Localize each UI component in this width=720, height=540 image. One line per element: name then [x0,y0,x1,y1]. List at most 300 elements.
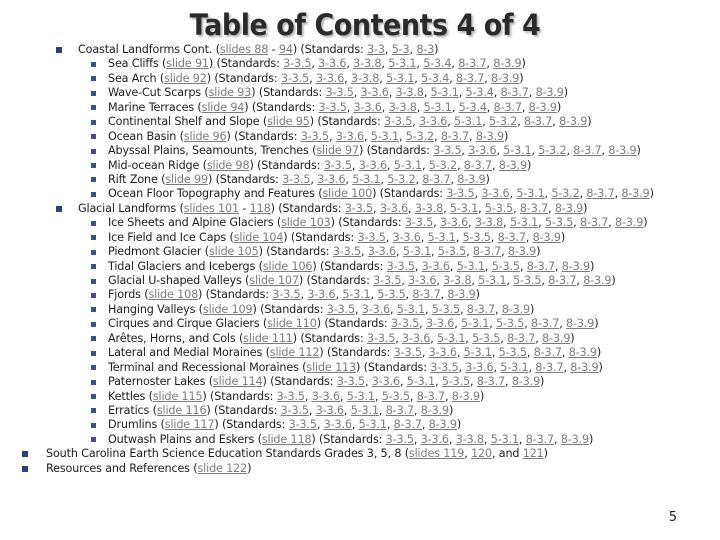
slide-link[interactable]: 5-3.2 [405,129,434,143]
slide-link[interactable]: 3-3 [367,43,385,56]
toc-text: , [526,346,534,360]
slide-link[interactable]: 8-3.7 [412,288,441,302]
slide-link[interactable]: 3-3.6 [318,57,347,71]
slide-link[interactable]: 3-3.6 [323,418,352,432]
slide-link[interactable]: 3-3.5 [288,418,317,432]
slide-link[interactable]: 3-3.6 [439,216,469,230]
toc-text: ) [570,331,575,345]
toc-text: , [505,375,512,389]
slide-link[interactable]: 8-3.7 [526,259,555,273]
slide-link[interactable]: slide 99 [165,172,208,186]
toc-text: , [518,432,526,446]
toc-item [0,418,720,432]
slide-link[interactable]: 3-3.8 [443,274,472,287]
toc-item-text [108,332,575,346]
slide-link[interactable]: 3-3.5 [336,375,365,389]
toc-text: , [471,274,479,287]
toc-text: Terminal and Recessional Moraines ( [108,360,307,374]
slide-link[interactable]: 3-3.6 [315,71,345,85]
slide-link[interactable]: 3-3.6 [367,245,397,259]
toc-text: ) [526,158,532,172]
slide-link[interactable]: slide 117 [164,418,215,432]
toc-text: ) [588,432,594,446]
slide-link[interactable]: 8-3.9 [498,158,527,172]
slide-link[interactable]: 3-3.5 [282,172,311,186]
slide-link[interactable]: 5-3.5 [498,346,527,360]
slide-link[interactable]: 3-3.5 [430,360,459,374]
slide-link[interactable]: 5-3.1 [430,86,459,100]
slide-link[interactable]: 3-3.8 [353,57,382,71]
toc-text: , [421,158,429,172]
slide-link[interactable]: slide 110 [267,317,317,331]
toc-text: , [451,100,459,114]
slide-link[interactable]: 5-3.5 [544,216,574,230]
slide-link[interactable]: 8-3.9 [608,144,637,158]
slide-link[interactable]: 3-3.5 [367,331,396,345]
toc-text: ) [456,418,462,432]
slide-link[interactable]: 3-3.6 [307,288,336,302]
slide-link[interactable]: 5-3.5 [437,245,467,259]
slide-link[interactable]: 5-3 [391,43,410,56]
slide-link[interactable]: 3-3.6 [358,158,387,172]
slide-link[interactable]: 5-3.5 [513,274,542,287]
slide-link[interactable]: 8-3.7 [463,158,492,172]
toc-text: , [458,86,466,100]
slide-link[interactable]: 3-3.6 [465,360,494,374]
slide-link[interactable]: 3-3.5 [385,432,414,446]
toc-item-text [108,404,453,418]
toc-item-text [78,202,587,216]
slide-link[interactable]: 5-3.2 [551,187,580,201]
slide-link[interactable]: 8-3.7 [573,144,602,158]
slide-link[interactable]: 3-3.5 [326,302,355,316]
slide-link[interactable]: 118 [249,201,271,215]
slide-link[interactable]: 8-3.9 [566,317,595,331]
slide-link[interactable]: 8-3.9 [475,129,505,143]
toc-text: , [447,115,455,129]
slide-link[interactable]: 3-3.5 [283,57,312,71]
slide-link[interactable]: 8-3.9 [428,418,457,432]
toc-text: , [531,144,539,158]
toc-text: ) [587,115,592,129]
slide-link[interactable]: 3-3.6 [408,274,437,287]
slide-link[interactable]: 3-3.8 [350,71,380,85]
slide-link[interactable]: 5-3.2 [387,172,416,186]
toc-text: , [399,375,407,389]
toc-item [0,202,720,216]
toc-text: Ocean Floor Topography and Features ( [108,187,323,201]
slide-link[interactable]: 3-3.6 [311,389,340,403]
slide-link[interactable]: 8-3.9 [457,172,486,186]
slide-link[interactable]: 8-3.7 [385,403,414,417]
bullet-icon [91,192,96,197]
toc-item-text [108,303,534,317]
slide-link[interactable]: 8-3.9 [532,230,561,244]
slide-link[interactable]: 5-3.1 [350,403,379,417]
slide-link[interactable]: 5-3.1 [393,158,422,172]
toc-text: , [469,129,476,143]
slide-link[interactable]: 5-3.5 [441,375,471,389]
slide-link[interactable]: 5-3.1 [478,274,507,287]
slide-link[interactable]: slide 113 [306,360,356,374]
slide-link[interactable]: 5-3.1 [386,71,415,85]
slide-link[interactable]: slide 96 [183,129,227,143]
slide-link[interactable]: 8-3.7 [493,100,522,114]
toc-text: , [454,317,461,331]
slide-link[interactable]: 5-3.1 [509,216,539,230]
slide-link[interactable]: 5-3.5 [462,230,491,244]
slide-link[interactable]: 5-3.1 [490,432,519,446]
toc-item-text [108,260,594,274]
slide-link[interactable]: slide 97 [316,144,359,158]
slide-link[interactable]: 8-3.9 [621,187,650,201]
slide-link[interactable]: 5-3.4 [458,100,487,114]
toc-text: ) [589,259,595,273]
slide-link[interactable]: 3-3.5 [318,100,347,114]
toc-text: , [449,71,457,85]
toc-item-text [108,231,565,245]
toc-text: , [421,346,429,360]
slide-link[interactable]: 8-3.7 [533,346,562,360]
slide-link[interactable]: 8-3.7 [579,216,609,230]
slide-link[interactable]: 5-3.2 [428,158,457,172]
slide-link[interactable]: 3-3.6 [402,331,431,345]
slide-link[interactable]: 121 [522,447,544,461]
slide-link[interactable]: 5-3.1 [370,129,399,143]
toc-text: , [344,71,351,85]
slide-link[interactable]: 8-3.9 [501,302,531,316]
toc-text: , [576,274,584,287]
slide-link[interactable]: 8-3.7 [519,201,549,215]
slide-link[interactable]: 5-3.4 [421,71,450,85]
slide-link[interactable]: 8-3.9 [570,360,599,374]
slide-link[interactable]: slide 106 [262,259,313,273]
slide-link[interactable]: 5-3.1 [358,418,387,432]
slide-link[interactable]: 3-3.6 [315,403,344,417]
toc-text: Cirques and Cirque Glaciers ( [108,317,268,331]
slide-link[interactable]: 3-3.5 [323,158,352,172]
slide-link[interactable]: 3-3.6 [419,115,448,129]
slide-link[interactable]: 3-3.6 [317,172,346,186]
toc-item [0,274,720,288]
slide-link[interactable]: 3-3.8 [455,432,484,446]
slide-link[interactable]: slide 118 [261,432,312,446]
bullet-icon [91,394,96,399]
bullet-icon [91,221,96,226]
toc-text: ) [543,447,548,461]
slide-link[interactable]: 5-3.1 [402,245,432,259]
bullet-icon [91,91,96,96]
toc-item [0,216,720,230]
toc-text: - [238,201,250,215]
slide-link[interactable]: 5-3.5 [491,259,520,273]
bullet-icon [91,134,96,139]
slide-link[interactable]: 5-3.2 [538,144,567,158]
slide-link[interactable]: 3-3.8 [414,201,444,215]
toc-text: , [466,245,473,259]
slide-link[interactable]: 8-3.9 [559,115,588,129]
toc-item-text [108,159,531,173]
slide-link[interactable]: 8-3.9 [511,375,541,389]
bullet-icon [91,62,96,67]
toc-text: , [389,302,397,316]
slide-link[interactable]: slide 103 [281,216,331,230]
slide-link[interactable]: 3-3.8 [388,100,417,114]
toc-text: , [535,331,543,345]
slide-link[interactable]: 3-3.6 [392,230,421,244]
slide-link[interactable]: 8-3.7 [524,115,553,129]
slide-link[interactable]: 120 [471,447,492,461]
toc-text: , [423,86,431,100]
slide-link[interactable]: 8-3.7 [416,389,445,403]
slide-link[interactable]: slide 122 [197,461,248,475]
slide-link[interactable]: 8-3.7 [531,317,560,331]
slide-link[interactable]: 5-3.1 [500,360,529,374]
slide-link[interactable]: 8-3.9 [507,245,537,259]
toc-text: Tidal Glaciers and Icebergs ( [108,259,263,273]
slide-link[interactable]: 8-3.9 [542,331,571,345]
toc-text: Drumlins ( [108,418,165,432]
slide-link[interactable]: slide 116 [156,403,207,417]
slide-link[interactable]: 8-3.7 [466,302,495,316]
toc-text: Sea Cliffs ( [108,57,167,71]
slide-link[interactable]: slide 107 [249,274,299,287]
slide-link[interactable]: slide 100 [322,187,373,201]
toc-text: , [374,389,382,403]
toc-text: , [483,432,491,446]
slide-link[interactable]: 8-3.9 [554,201,584,215]
slide-link[interactable]: 8-3.7 [393,418,422,432]
slide-link[interactable]: 5-3.1 [423,100,452,114]
slide-link[interactable]: 5-3.1 [427,230,456,244]
toc-item [0,231,720,245]
toc-item [0,433,720,447]
slide-link[interactable]: 8-3 [416,43,435,56]
slide-link[interactable]: 8-3.9 [491,71,520,85]
toc-item [0,43,720,57]
toc-text: , [493,360,501,374]
toc-item [0,115,720,129]
bullet-icon [91,322,96,327]
slide-link[interactable]: 8-3.9 [447,288,476,302]
slide-link[interactable]: 8-3.7 [458,57,487,71]
toc-text: , [378,403,386,417]
slide-link[interactable]: slide 115 [152,389,203,403]
slide-link[interactable]: 3-3.6 [481,187,510,201]
slide-link[interactable]: 3-3.6 [353,100,382,114]
slide-link[interactable]: 5-3.1 [454,115,483,129]
slide-link[interactable]: slide 109 [202,302,253,316]
slide-link[interactable]: 3-3.5 [344,201,374,215]
slide-link[interactable]: slide 91 [166,57,209,71]
slide-link[interactable]: 3-3.6 [428,346,457,360]
slide-link[interactable]: 3-3.5 [373,274,402,287]
toc-text: ) (Standards: [316,317,391,331]
slide-link[interactable]: slide 95 [267,115,310,129]
toc-item [0,288,720,302]
toc-text: , [500,331,508,345]
slide-link[interactable]: 8-3.9 [451,389,480,403]
slide-link[interactable]: 8-3.7 [500,86,529,100]
slide-link[interactable]: 5-3.1 [346,389,375,403]
toc-text: , [464,447,472,461]
toc-text: ) (Standards: [298,274,374,287]
slide-link[interactable]: slide 105 [208,245,259,259]
slide-link[interactable]: 3-3.5 [332,245,362,259]
slide-link[interactable]: 5-3.1 [342,288,371,302]
bullet-icon [91,120,96,125]
bullet-icon [56,47,62,53]
slide-link[interactable]: 5-3.2 [489,115,518,129]
slide-link[interactable]: 8-3.9 [493,57,522,71]
toc-text: , [414,71,422,85]
toc-item-text [108,101,561,115]
slide-link[interactable]: 8-3.7 [422,172,451,186]
toc-text: Resources and References ( [46,461,198,475]
slide-link[interactable]: 8-3.7 [548,274,577,287]
slide-link[interactable]: 5-3.1 [516,187,545,201]
slide-link[interactable]: 3-3.5 [386,259,415,273]
slide-link[interactable]: 8-3.9 [528,100,557,114]
slide-link[interactable]: 3-3.5 [390,317,420,331]
slide-link[interactable]: 3-3.6 [335,129,364,143]
slide-link[interactable]: slide 104 [233,230,284,244]
toc-item-text [46,462,251,476]
slide-link[interactable]: 3-3.6 [420,432,449,446]
slide-link[interactable]: 3-3.5 [300,129,329,143]
toc-text: ) [479,389,485,403]
slide-link[interactable]: slide 98 [206,158,250,172]
slide-link[interactable]: 5-3.5 [431,302,460,316]
slide-link[interactable]: 8-3.7 [586,187,615,201]
bullet-icon [91,293,96,298]
slide-link[interactable]: 8-3.9 [568,346,597,360]
slide-link[interactable]: 8-3.7 [472,245,502,259]
slide-link[interactable]: slide 93 [208,86,252,100]
slide-link[interactable]: 3-3.5 [383,115,413,129]
slide-link[interactable]: 3-3.5 [433,144,462,158]
slide-link[interactable]: 3-3.5 [446,187,475,201]
toc-text: - [268,43,279,56]
slide-link[interactable]: 5-3.4 [423,57,452,71]
slide-link[interactable]: 5-3.1 [449,201,479,215]
bullet-icon [91,163,96,168]
slide-link[interactable]: slide 108 [148,288,199,302]
toc-text: Erratics ( [108,403,157,417]
slide-link[interactable]: 8-3.9 [560,432,589,446]
slide-link[interactable]: 3-3.5 [325,86,354,100]
slide-link[interactable]: 8-3.7 [476,375,506,389]
slide-link[interactable]: 5-3.5 [377,288,406,302]
slide-link[interactable]: slide 114 [212,375,263,389]
slide-link[interactable]: 5-3.5 [381,389,410,403]
slide-link[interactable]: 3-3.8 [474,216,504,230]
slide-link[interactable]: 8-3.7 [525,432,554,446]
toc-text: , [436,274,444,287]
slide-link[interactable]: 3-3.5 [280,71,310,85]
slide-link[interactable]: 3-3.6 [360,86,389,100]
slide-link[interactable]: 3-3.6 [379,201,409,215]
slide-link[interactable]: 8-3.9 [615,216,644,230]
slide-link[interactable]: 5-3.1 [388,57,417,71]
slide-link[interactable]: 94 [278,43,293,56]
toc-item [0,404,720,418]
toc-text: , [561,346,569,360]
slide-link[interactable]: 5-3.5 [496,317,525,331]
slide-link[interactable]: slides 88 [219,43,269,56]
slide-link[interactable]: slides 119 [408,447,465,461]
toc-text: , [339,389,347,403]
slide-link[interactable]: slides 101 [183,201,239,215]
toc-text: , [509,187,517,201]
toc-text: ) (Standards: [258,245,333,259]
slide-link[interactable]: 3-3.5 [280,403,309,417]
slide-link[interactable]: 5-3.1 [406,375,435,389]
toc-text: , [408,201,415,215]
slide-link[interactable]: 3-3.8 [395,86,424,100]
toc-text: , [386,418,394,432]
slide-link[interactable]: slide 111 [243,331,293,345]
toc-text: ) [594,317,599,331]
slide-link[interactable]: 5-3.1 [456,259,485,273]
slide-link[interactable]: slide 92 [164,71,207,85]
slide-link[interactable]: 5-3.1 [461,317,490,331]
toc-text: , [381,57,389,71]
slide-link[interactable]: 5-3.1 [463,346,492,360]
slide-link[interactable]: 5-3.1 [503,144,532,158]
slide-link[interactable]: 8-3.9 [535,86,564,100]
slide-link[interactable]: 5-3.1 [437,331,466,345]
slide-link[interactable]: 5-3.5 [472,331,501,345]
slide-link[interactable]: 8-3.7 [535,360,564,374]
slide-link[interactable]: slide 94 [201,100,245,114]
toc-text: ) [540,375,545,389]
slide-link[interactable]: 3-3.6 [371,375,400,389]
toc-text: , [451,57,459,71]
slide-link[interactable]: 3-3.6 [361,302,390,316]
slide-link[interactable]: 3-3.6 [425,317,455,331]
toc-text: ) [448,403,454,417]
slide-link[interactable]: 5-3.1 [396,302,425,316]
slide-link[interactable]: 3-3.5 [272,288,301,302]
slide-link[interactable]: 8-3.7 [440,129,470,143]
slide-link[interactable]: 8-3.9 [420,403,449,417]
toc-item-text [46,447,548,461]
slide-link[interactable]: 8-3.9 [561,259,590,273]
toc-text: , [486,100,494,114]
toc-text: ) [583,201,588,215]
toc-text: , [353,86,361,100]
slide-link[interactable]: 3-3.5 [357,230,386,244]
slide-link[interactable]: 8-3.7 [507,331,536,345]
slide-link[interactable]: 3-3.5 [276,389,305,403]
slide-link[interactable]: slide 112 [269,346,320,360]
slide-link[interactable]: 3-3.5 [393,346,422,360]
slide-link[interactable]: 8-3.7 [497,230,526,244]
slide-link[interactable]: 5-3.4 [465,86,494,100]
slide-link[interactable]: 8-3.7 [456,71,485,85]
slide-link[interactable]: 8-3.9 [583,274,612,287]
slide-link[interactable]: 3-3.6 [421,259,450,273]
toc-text: , [478,201,485,215]
slide-link[interactable]: 3-3.5 [404,216,434,230]
slide-link[interactable]: 5-3.1 [352,172,381,186]
slide-link[interactable]: 3-3.6 [468,144,497,158]
toc-item [0,303,720,317]
toc-text: , [351,418,359,432]
toc-text: ) [560,230,566,244]
slide-link[interactable]: 5-3.5 [484,201,514,215]
